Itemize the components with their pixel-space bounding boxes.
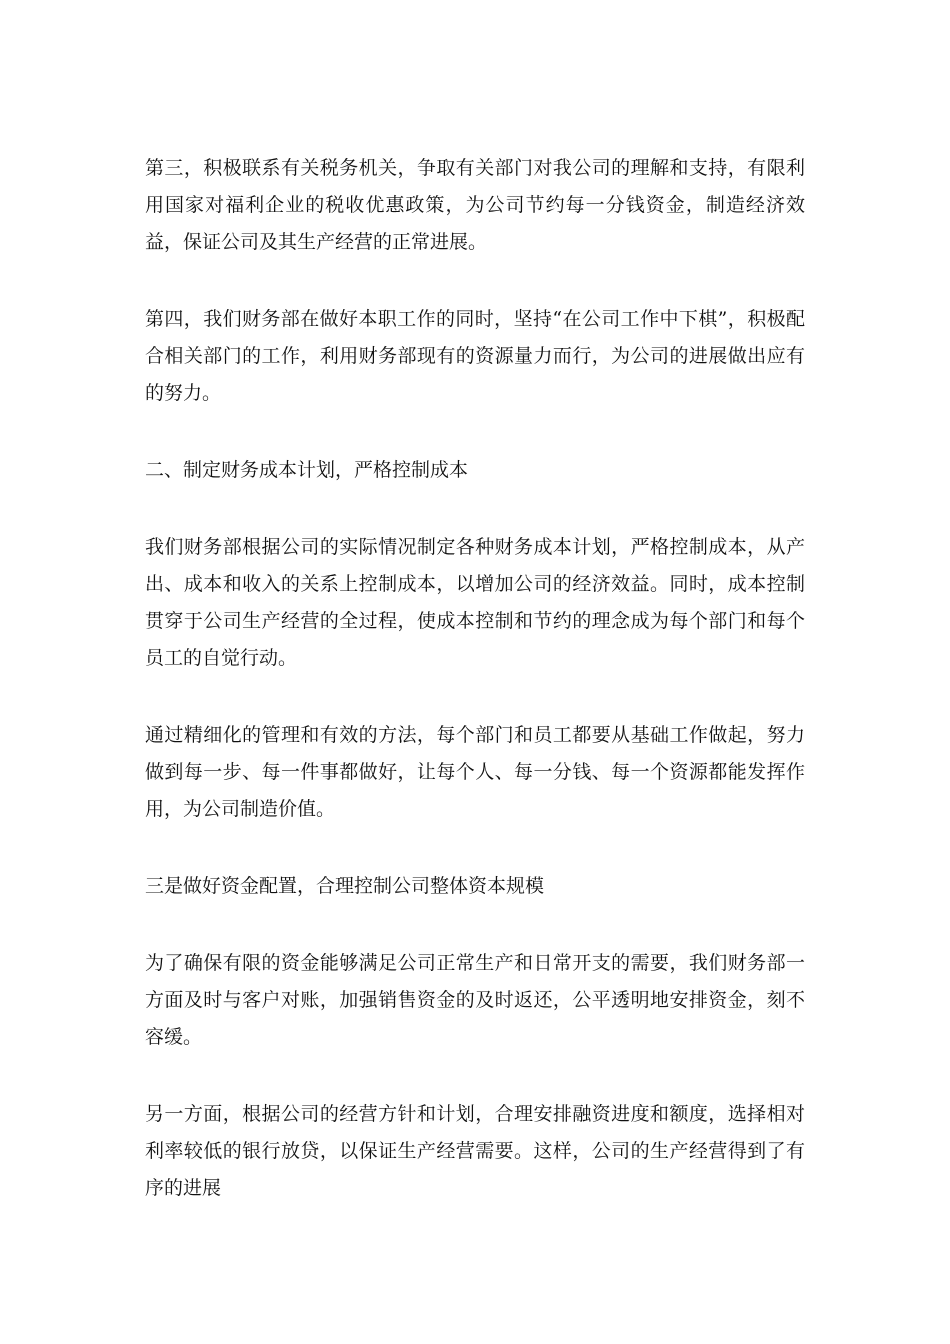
document-body bbox=[145, 150, 805, 1247]
paragraph-tax-relations: 第三，积极联系有关税务机关，争取有关部门对我公司的理解和支持，有限利用国家对福利企业的税收优惠政策，为公司节约每一分钱资金，制造经济效益，保证公司及其生产经营的正常进展。 bbox=[145, 157, 805, 253]
paragraph-cost-control: 我们财务部根据公司的实际情况制定各种财务成本计划，严格控制成本，从产出、成本和收入的关系上控制成本，以增加公司的经济效益。同时，成本控制贯穿于公司生产经营的全过程，使成本控制和节约的理念成为每个部门和每个员工的自觉行动。 bbox=[145, 536, 805, 669]
paragraph-department-cooperation: 第四，我们财务部在做好本职工作的同时，坚持“在公司工作中下棋”，积极配合相关部门的工作，利用财务部现有的资源量力而行，为公司的进展做出应有的努力。 bbox=[145, 308, 805, 404]
paragraph-financing-plan: 另一方面，根据公司的经营方针和计划，合理安排融资进度和额度，选择相对利率较低的银行放贷，以保证生产经营需要。这样，公司的生产经营得到了有序的进展 bbox=[145, 1103, 805, 1199]
section-heading-cost-plan: 二、制定财务成本计划，严格控制成本 bbox=[145, 459, 469, 481]
paragraph-fund-management: 为了确保有限的资金能够满足公司正常生产和日常开支的需要，我们财务部一方面及时与客户对账，加强销售资金的及时返还，公平透明地安排资金，刻不容缓。 bbox=[145, 952, 805, 1048]
section-heading-capital-allocation: 三是做好资金配置，合理控制公司整体资本规模 bbox=[145, 875, 545, 897]
paragraph-refined-management: 通过精细化的管理和有效的方法，每个部门和员工都要从基础工作做起，努力做到每一步、每一件事都做好，让每个人、每一分钱、每一个资源都能发挥作用，为公司制造价值。 bbox=[145, 724, 805, 820]
